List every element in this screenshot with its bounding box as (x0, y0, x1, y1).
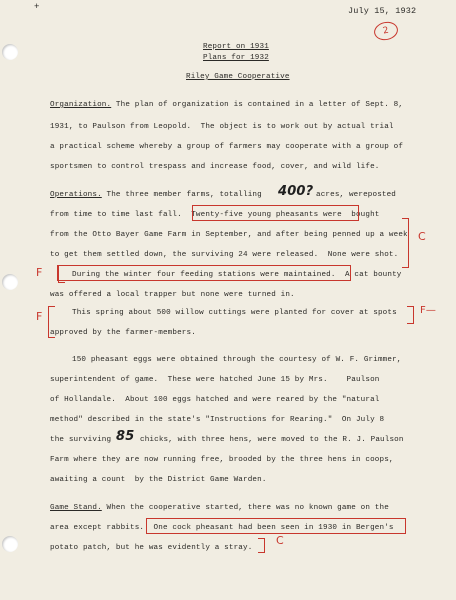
margin-mark-c: C (276, 534, 284, 547)
heading-organization: Organization. (50, 101, 112, 109)
text-line: area except rabbits. One cock pheasant had been seen in 1930 in Bergen's (50, 524, 394, 532)
red-annotation-box (192, 205, 359, 221)
title-line-2: Plans for 1932 (203, 54, 269, 62)
margin-mark-f: F (36, 266, 43, 279)
text-line: a practical scheme whereby a group of farmers may cooperate with a group of (50, 143, 404, 151)
page-number-stamp: 2 (372, 20, 399, 43)
red-annotation-box (146, 518, 406, 534)
heading-game-stand: Game Stand. (50, 504, 102, 512)
text-line: awaiting a count by the District Game Warden. (50, 476, 267, 484)
margin-mark-c: C (418, 230, 426, 243)
red-bracket (258, 538, 265, 553)
text-line: acres, wereposted (316, 191, 397, 199)
handwritten-acres: 400? (278, 184, 314, 199)
text-line: potato patch, but he was evidently a stray. (50, 544, 253, 552)
text-line: from the Otto Bayer Game Farm in September, and after being penned up a week (50, 231, 408, 239)
text-line: to get them settled down, the surviving 24 were released. None were shot. (50, 251, 399, 259)
title-line-3: Riley Game Cooperative (186, 73, 290, 81)
text-line: chicks, with three hens, were moved to the R. J. Paulson (140, 436, 404, 444)
text-line: This spring about 500 willow cuttings were planted for cover at spots (72, 309, 397, 317)
text-line: approved by the farmer-members. (50, 329, 196, 337)
text: The plan of organization is contained in a letter of Sept. 8, (111, 101, 404, 109)
red-bracket (402, 218, 409, 268)
paragraph-organization (50, 100, 403, 110)
title-line-1: Report on 1931 (203, 43, 269, 51)
date: July 15, 1932 (348, 6, 417, 16)
margin-mark-f: F (36, 310, 43, 323)
red-bracket (407, 306, 414, 324)
margin-mark-f: F— (420, 305, 437, 316)
text-line: superintendent of game. These were hatched June 15 by Mrs. Paulson (50, 376, 380, 384)
paragraph-game-stand: Game Stand. When the cooperative started, there was no known game on the (50, 504, 389, 512)
text-line: 150 pheasant eggs were obtained through the courtesy of W. F. Grimmer, (72, 356, 402, 364)
text-line: 1931, to Paulson from Leopold. The object is to work out by actual trial (50, 123, 394, 131)
paragraph-operations: Operations. The three member farms, totalling (50, 191, 262, 199)
binder-hole (2, 274, 18, 290)
binder-hole (2, 536, 18, 552)
heading-operations: Operations. (50, 191, 102, 199)
handwritten-chicks: 85 (116, 429, 135, 444)
text-line: method" described in the state's "Instructions for Rearing." On July 8 (50, 416, 385, 424)
red-annotation-box (57, 265, 351, 281)
corner-mark: + (34, 2, 40, 12)
text-line: the surviving (50, 436, 112, 444)
text-line: from time to time last fall. Twenty-five young pheasants were bought (50, 211, 380, 219)
text-line: of Hollandale. About 100 eggs hatched and were reared by the "natural (50, 396, 380, 404)
text-line: During the winter four feeding stations were maintained. A cat bounty (72, 271, 402, 279)
text-line: was offered a local trapper but none were turned in. (50, 291, 295, 299)
text-line: Farm where they are now running free, brooded by the three hens in coops, (50, 456, 394, 464)
binder-hole (2, 44, 18, 60)
text-line: sportsmen to control trespass and increase food, cover, and wild life. (50, 163, 380, 171)
